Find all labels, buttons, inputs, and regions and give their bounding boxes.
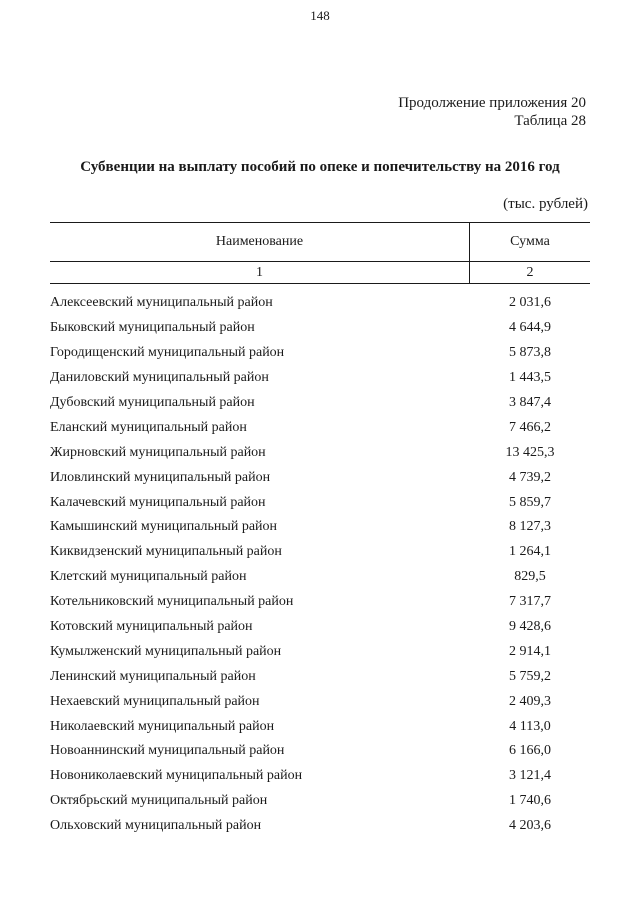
table-row [50,615,590,640]
table-row [50,789,590,814]
appendix-continuation-note [398,94,586,130]
district-name: Новоаннинский муниципальный район [50,743,285,759]
subsidy-amount: 5 859,7 [509,494,551,510]
subsidy-amount: 4 203,6 [509,818,551,834]
subsidy-amount: 4 739,2 [509,469,551,485]
subsidy-amount: 3 121,4 [509,768,551,784]
units-note: (тыс. рублей) [503,196,588,212]
table-row [50,540,590,565]
district-name: Клетский муниципальный район [50,569,247,585]
district-name: Ольховский муниципальный район [50,818,262,834]
table-row [50,465,590,490]
district-name: Быковский муниципальный район [50,320,255,336]
appendix-continuation-line: Продолжение приложения 20 [398,95,586,111]
district-name: Алексеевский муниципальный район [50,295,273,311]
subsidy-amount: 3 847,4 [509,395,551,410]
subsidy-amount: 7 466,2 [509,419,551,435]
table-row [50,291,590,316]
subsidy-amount: 1 443,5 [509,370,551,386]
header-sum-column: Сумма [510,234,550,249]
district-name: Нехаевский муниципальный район [50,693,260,709]
header-name-column: Наименование [50,223,470,261]
page-number: 148 [310,8,330,23]
subsidy-amount: 4 113,0 [509,718,551,734]
subsidy-amount: 1 264,1 [509,544,551,560]
table-row [50,565,590,590]
subsidy-amount: 2 031,6 [509,295,551,311]
district-name: Жирновский муниципальный район [50,444,266,460]
table-body [50,291,590,839]
column-number-row [50,262,590,284]
table-row [50,515,590,540]
district-name: Кумылженский муниципальный район [50,643,282,659]
table-number-line: Таблица 28 [514,113,586,129]
table-row [50,341,590,366]
table-row [50,814,590,839]
table-row [50,440,590,465]
table-row [50,490,590,515]
district-name: Еланский муниципальный район [50,419,247,435]
subsidy-amount: 13 425,3 [505,444,555,460]
subsidy-amount: 2 914,1 [509,643,551,659]
table-row [50,391,590,416]
table-row [50,366,590,391]
column-number-sum: 2 [526,264,534,280]
table-row [50,415,590,440]
district-name: Городищенский муниципальный район [50,345,285,361]
district-name: Октябрьский муниципальный район [50,793,268,809]
table-row [50,764,590,789]
district-name: Новониколаевский муниципальный район [50,768,303,784]
subsidy-amount: 7 317,7 [509,594,551,610]
table-row [50,316,590,341]
subsidy-amount: 5 873,8 [509,345,551,361]
district-name: Котельниковский муниципальный район [50,594,294,610]
table-row [50,590,590,615]
subsidy-amount: 1 740,6 [509,793,551,809]
district-name: Калачевский муниципальный район [50,494,266,510]
district-name: Камышинский муниципальный район [50,519,278,535]
table-header-row [50,222,590,262]
subsidy-amount: 4 644,9 [509,320,551,336]
subsidy-amount: 829,5 [514,569,546,585]
table-row [50,739,590,764]
district-name: Ленинский муниципальный район [50,668,256,684]
subsidy-table [50,222,590,839]
subsidy-amount: 9 428,6 [509,619,551,635]
column-number-name: 1 [50,262,470,283]
table-row [50,714,590,739]
district-name: Дубовский муниципальный район [50,395,255,410]
table-row [50,664,590,689]
district-name: Иловлинский муниципальный район [50,469,271,485]
subsidy-amount: 8 127,3 [509,519,551,535]
subsidy-amount: 2 409,3 [509,693,551,709]
district-name: Даниловский муниципальный район [50,370,269,386]
table-row [50,639,590,664]
document-title: Субвенции на выплату пособий по опеке и попечительству на 2016 год [80,159,560,175]
district-name: Николаевский муниципальный район [50,718,275,734]
subsidy-amount: 6 166,0 [509,743,551,759]
district-name: Киквидзенский муниципальный район [50,544,282,560]
table-row [50,689,590,714]
district-name: Котовский муниципальный район [50,619,253,635]
subsidy-amount: 5 759,2 [509,668,551,684]
